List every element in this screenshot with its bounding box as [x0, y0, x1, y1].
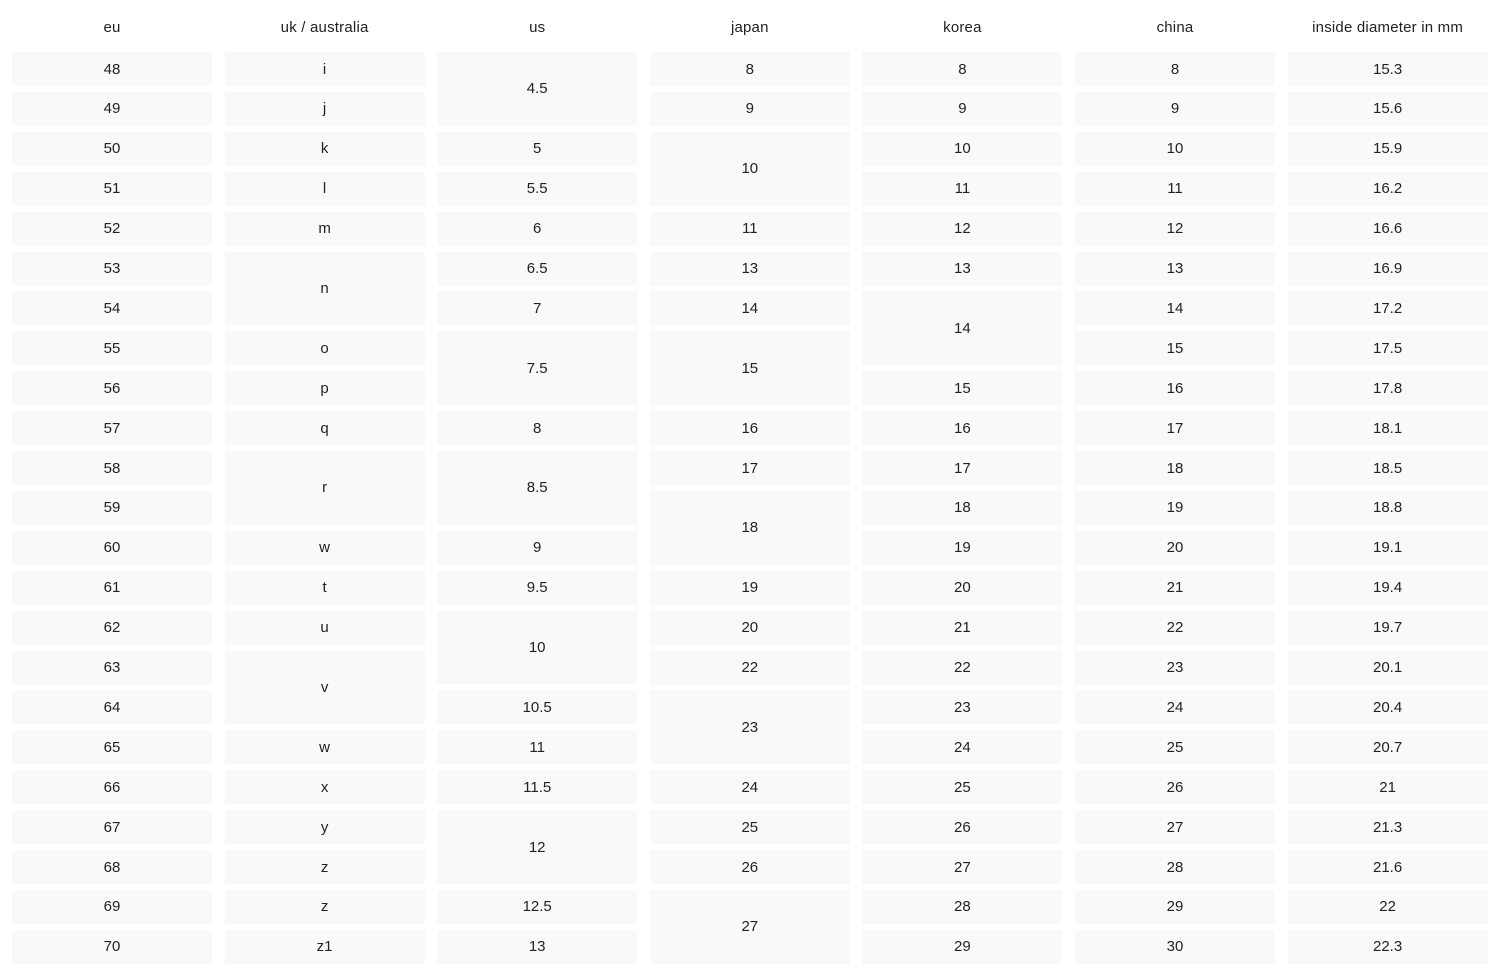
cell-us: 6: [437, 212, 637, 246]
cell-korea: 16: [862, 411, 1062, 445]
cell-korea: 12: [862, 212, 1062, 246]
cell-china: 10: [1075, 132, 1275, 166]
cell-korea: 17: [862, 451, 1062, 485]
cell-china: 29: [1075, 890, 1275, 924]
cell-korea: 27: [862, 850, 1062, 884]
cell-inside-diameter-mm: 22.3: [1288, 930, 1488, 964]
cell-uk-australia: v: [225, 651, 425, 725]
cell-eu: 60: [12, 531, 212, 565]
cell-korea: 20: [862, 571, 1062, 605]
cell-eu: 58: [12, 451, 212, 485]
cell-us: 11: [437, 730, 637, 764]
cell-us: 6.5: [437, 252, 637, 286]
cell-inside-diameter-mm: 16.9: [1288, 252, 1488, 286]
cell-korea: 26: [862, 810, 1062, 844]
cell-uk-australia: o: [225, 331, 425, 365]
cell-inside-diameter-mm: 19.1: [1288, 531, 1488, 565]
cell-japan: 11: [650, 212, 850, 246]
cell-eu: 67: [12, 810, 212, 844]
cell-korea: 19: [862, 531, 1062, 565]
column-header-china: china: [1156, 19, 1194, 36]
cell-japan: 25: [650, 810, 850, 844]
cell-japan: 9: [650, 92, 850, 126]
cell-japan: 15: [650, 331, 850, 405]
cell-eu: 54: [12, 291, 212, 325]
cell-uk-australia: p: [225, 371, 425, 405]
cell-japan: 23: [650, 690, 850, 764]
cell-eu: 48: [12, 52, 212, 86]
cell-korea: 14: [862, 291, 1062, 365]
cell-eu: 68: [12, 850, 212, 884]
cell-uk-australia: x: [225, 770, 425, 804]
cell-uk-australia: r: [225, 451, 425, 525]
cell-china: 9: [1075, 92, 1275, 126]
cell-china: 11: [1075, 172, 1275, 206]
cell-inside-diameter-mm: 16.2: [1288, 172, 1488, 206]
cell-korea: 11: [862, 172, 1062, 206]
column-header-korea: korea: [943, 19, 982, 36]
cell-uk-australia: l: [225, 172, 425, 206]
cell-uk-australia: y: [225, 810, 425, 844]
cell-china: 16: [1075, 371, 1275, 405]
cell-inside-diameter-mm: 19.7: [1288, 611, 1488, 645]
cell-inside-diameter-mm: 17.5: [1288, 331, 1488, 365]
cell-korea: 29: [862, 930, 1062, 964]
cell-china: 19: [1075, 491, 1275, 525]
cell-uk-australia: q: [225, 411, 425, 445]
cell-uk-australia: m: [225, 212, 425, 246]
column-header-inside-diameter-mm: inside diameter in mm: [1312, 19, 1464, 36]
cell-inside-diameter-mm: 18.8: [1288, 491, 1488, 525]
cell-china: 28: [1075, 850, 1275, 884]
cell-uk-australia: w: [225, 730, 425, 764]
cell-eu: 57: [12, 411, 212, 445]
column-header-us: us: [529, 19, 546, 36]
cell-eu: 50: [12, 132, 212, 166]
cell-us: 5.5: [437, 172, 637, 206]
cell-inside-diameter-mm: 21.6: [1288, 850, 1488, 884]
cell-korea: 8: [862, 52, 1062, 86]
cell-us: 7: [437, 291, 637, 325]
cell-inside-diameter-mm: 20.4: [1288, 690, 1488, 724]
cell-japan: 8: [650, 52, 850, 86]
cell-korea: 13: [862, 252, 1062, 286]
cell-china: 14: [1075, 291, 1275, 325]
cell-us: 10.5: [437, 690, 637, 724]
cell-eu: 53: [12, 252, 212, 286]
cell-korea: 22: [862, 651, 1062, 685]
cell-inside-diameter-mm: 15.9: [1288, 132, 1488, 166]
cell-eu: 49: [12, 92, 212, 126]
cell-japan: 13: [650, 252, 850, 286]
cell-eu: 52: [12, 212, 212, 246]
cell-inside-diameter-mm: 17.2: [1288, 291, 1488, 325]
cell-korea: 10: [862, 132, 1062, 166]
cell-japan: 24: [650, 770, 850, 804]
cell-china: 12: [1075, 212, 1275, 246]
cell-us: 9: [437, 531, 637, 565]
cell-japan: 22: [650, 651, 850, 685]
cell-china: 22: [1075, 611, 1275, 645]
cell-uk-australia: n: [225, 252, 425, 326]
cell-china: 27: [1075, 810, 1275, 844]
cell-korea: 24: [862, 730, 1062, 764]
column-header-japan: japan: [730, 19, 769, 36]
cell-inside-diameter-mm: 19.4: [1288, 571, 1488, 605]
cell-eu: 64: [12, 690, 212, 724]
cell-inside-diameter-mm: 18.5: [1288, 451, 1488, 485]
cell-us: 8.5: [437, 451, 637, 525]
cell-korea: 28: [862, 890, 1062, 924]
cell-japan: 18: [650, 491, 850, 565]
cell-japan: 26: [650, 850, 850, 884]
cell-us: 10: [437, 611, 637, 685]
cell-uk-australia: z: [225, 850, 425, 884]
cell-eu: 66: [12, 770, 212, 804]
cell-eu: 65: [12, 730, 212, 764]
cell-japan: 20: [650, 611, 850, 645]
cell-eu: 69: [12, 890, 212, 924]
cell-us: 11.5: [437, 770, 637, 804]
cell-china: 21: [1075, 571, 1275, 605]
cell-us: 12: [437, 810, 637, 884]
cell-eu: 70: [12, 930, 212, 964]
column-header-uk-australia: uk / australia: [280, 19, 369, 36]
cell-korea: 15: [862, 371, 1062, 405]
cell-korea: 21: [862, 611, 1062, 645]
cell-us: 8: [437, 411, 637, 445]
cell-japan: 27: [650, 890, 850, 964]
cell-uk-australia: j: [225, 92, 425, 126]
cell-inside-diameter-mm: 20.7: [1288, 730, 1488, 764]
cell-china: 13: [1075, 252, 1275, 286]
cell-uk-australia: w: [225, 531, 425, 565]
cell-uk-australia: z1: [225, 930, 425, 964]
column-header-eu: eu: [103, 19, 121, 36]
cell-uk-australia: i: [225, 52, 425, 86]
cell-inside-diameter-mm: 16.6: [1288, 212, 1488, 246]
cell-korea: 25: [862, 770, 1062, 804]
cell-japan: 17: [650, 451, 850, 485]
cell-inside-diameter-mm: 15.6: [1288, 92, 1488, 126]
cell-korea: 18: [862, 491, 1062, 525]
cell-china: 25: [1075, 730, 1275, 764]
cell-us: 5: [437, 132, 637, 166]
cell-us: 4.5: [437, 52, 637, 126]
cell-uk-australia: t: [225, 571, 425, 605]
cell-us: 12.5: [437, 890, 637, 924]
cell-china: 30: [1075, 930, 1275, 964]
cell-eu: 61: [12, 571, 212, 605]
cell-china: 15: [1075, 331, 1275, 365]
cell-china: 20: [1075, 531, 1275, 565]
cell-china: 8: [1075, 52, 1275, 86]
cell-inside-diameter-mm: 22: [1288, 890, 1488, 924]
cell-uk-australia: u: [225, 611, 425, 645]
cell-eu: 59: [12, 491, 212, 525]
cell-china: 26: [1075, 770, 1275, 804]
cell-china: 24: [1075, 690, 1275, 724]
cell-uk-australia: k: [225, 132, 425, 166]
cell-japan: 10: [650, 132, 850, 206]
cell-inside-diameter-mm: 20.1: [1288, 651, 1488, 685]
cell-eu: 56: [12, 371, 212, 405]
cell-eu: 55: [12, 331, 212, 365]
cell-eu: 51: [12, 172, 212, 206]
cell-inside-diameter-mm: 15.3: [1288, 52, 1488, 86]
cell-eu: 62: [12, 611, 212, 645]
cell-inside-diameter-mm: 17.8: [1288, 371, 1488, 405]
cell-japan: 19: [650, 571, 850, 605]
cell-inside-diameter-mm: 18.1: [1288, 411, 1488, 445]
cell-korea: 9: [862, 92, 1062, 126]
cell-eu: 63: [12, 651, 212, 685]
cell-us: 7.5: [437, 331, 637, 405]
cell-china: 23: [1075, 651, 1275, 685]
cell-korea: 23: [862, 690, 1062, 724]
cell-china: 17: [1075, 411, 1275, 445]
cell-us: 9.5: [437, 571, 637, 605]
cell-inside-diameter-mm: 21: [1288, 770, 1488, 804]
cell-japan: 14: [650, 291, 850, 325]
cell-uk-australia: z: [225, 890, 425, 924]
cell-inside-diameter-mm: 21.3: [1288, 810, 1488, 844]
cell-china: 18: [1075, 451, 1275, 485]
cell-japan: 16: [650, 411, 850, 445]
cell-us: 13: [437, 930, 637, 964]
